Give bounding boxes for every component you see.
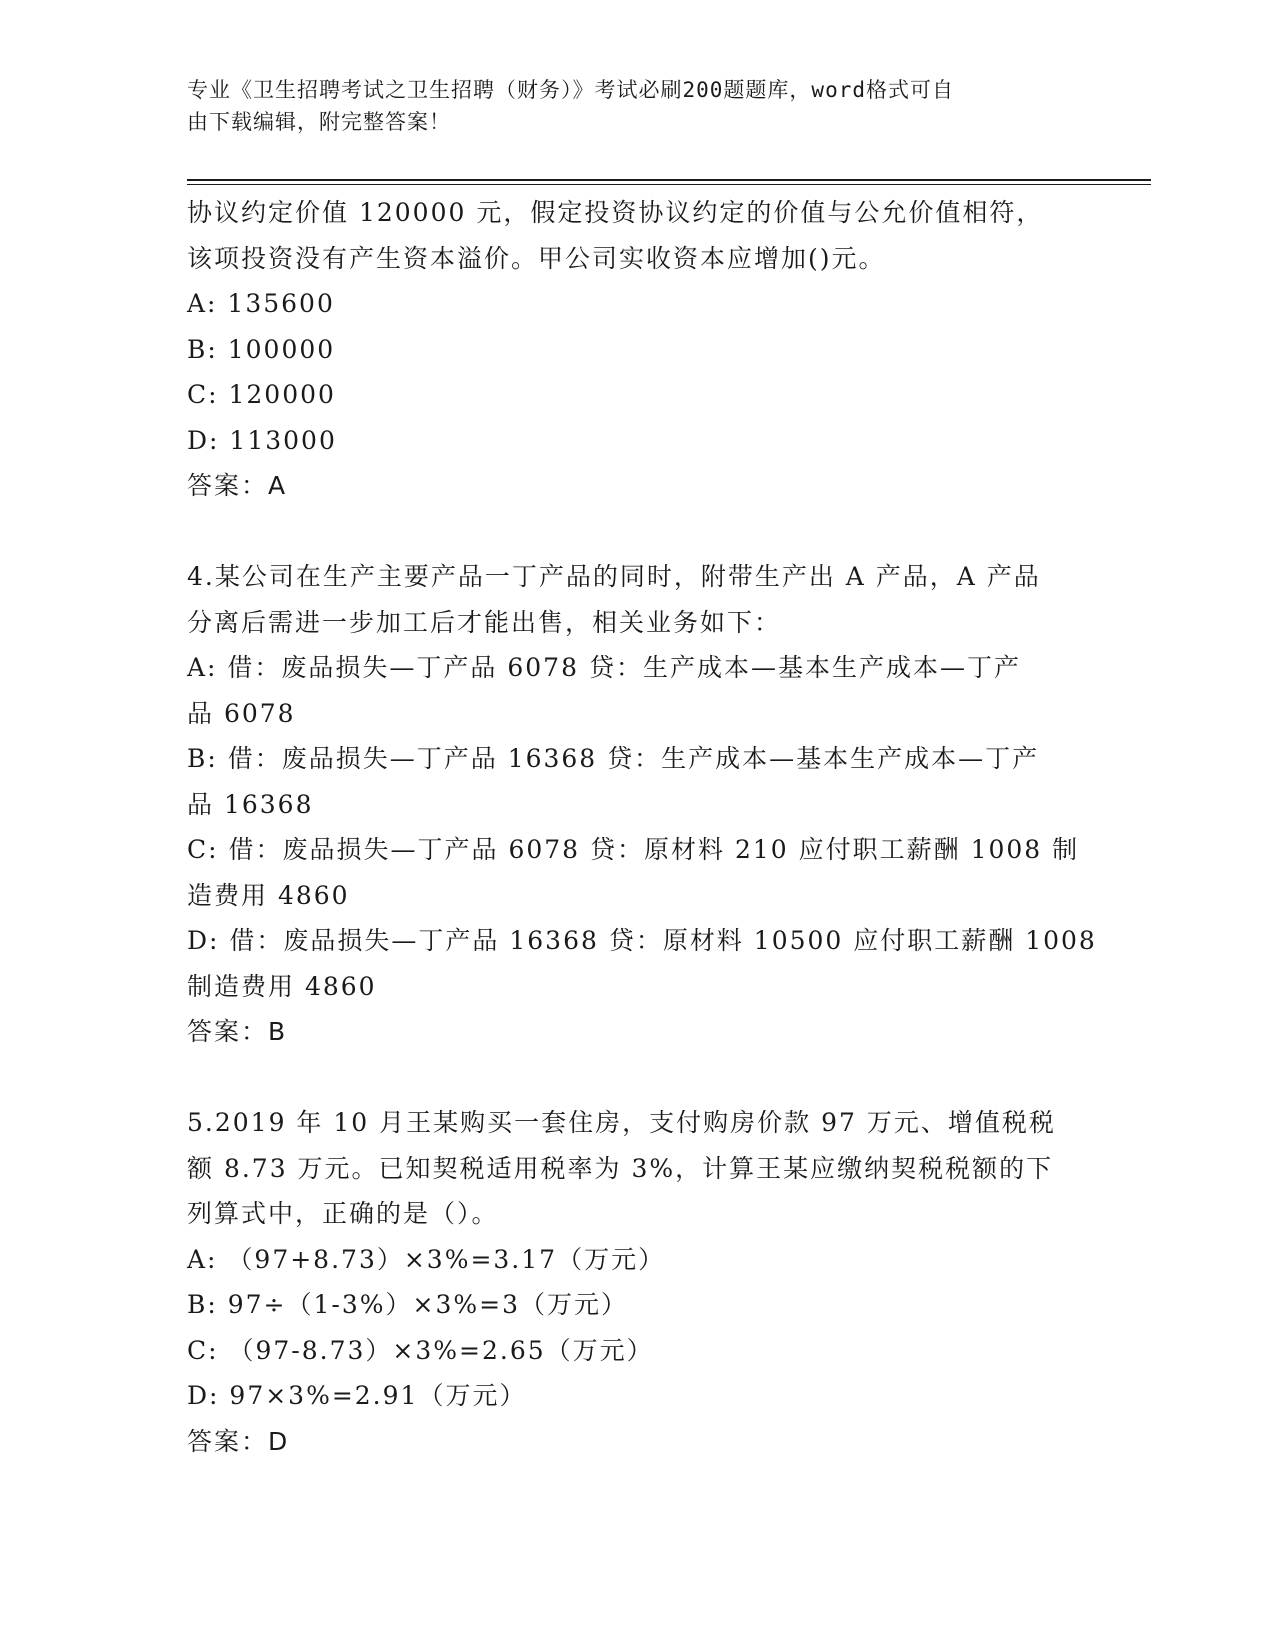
option-a: A: （97+8.73）×3%=3.17（万元） xyxy=(187,1244,666,1274)
option-d: D: 借：废品损失—丁产品 16368 贷：原材料 10500 应付职工薪酬 1008 xyxy=(187,926,1097,955)
header-line-1: 专业《卫生招聘考试之卫生招聘（财务）》考试必刷200题题库，word格式可自 xyxy=(187,78,954,102)
question-stem-line: 5.2019 年 10 月王某购买一套住房，支付购房价款 97 万元、增值税税 xyxy=(187,1108,1056,1137)
answer-label: 答案：D xyxy=(187,1426,290,1456)
document-body xyxy=(187,190,1097,1464)
document-header xyxy=(187,74,1067,138)
option-c: C: 借：废品损失—丁产品 6078 贷：原材料 210 应付职工薪酬 1008 制 xyxy=(187,835,1080,864)
option-d: D: 113000 xyxy=(187,425,337,455)
answer-label: 答案：B xyxy=(187,1017,288,1046)
option-c: C: 120000 xyxy=(187,380,336,409)
option-a: A: 借：废品损失—丁产品 6078 贷：生产成本—基本生产成本—丁产 xyxy=(187,653,1021,682)
option-b: B: 100000 xyxy=(187,334,336,364)
option-a-continued: 品 6078 xyxy=(187,698,296,728)
question-stem-line: 额 8.73 万元。已知契税适用税率为 3%，计算王某应缴纳契税税额的下 xyxy=(187,1153,1054,1183)
option-c: C: （97-8.73）×3%=2.65（万元） xyxy=(187,1335,654,1365)
header-divider-thin xyxy=(187,184,1151,185)
question-stem-line: 分离后需进一步加工后才能出售，相关业务如下： xyxy=(187,607,782,637)
option-d-continued: 制造费用 4860 xyxy=(187,971,377,1001)
option-b: B: 借：废品损失—丁产品 16368 贷：生产成本—基本生产成本—丁产 xyxy=(187,744,1040,773)
question-stem-line: 4.某公司在生产主要产品一丁产品的同时，附带生产出 A 产品，A 产品 xyxy=(187,562,1041,591)
question-5 xyxy=(187,1100,1077,1464)
question-stem-line: 该项投资没有产生资本溢价。甲公司实收资本应增加()元。 xyxy=(187,243,886,273)
question-3 xyxy=(187,190,1077,509)
question-stem-line: 协议约定价值 120000 元，假定投资协议约定的价值与公允价值相符， xyxy=(187,198,1044,227)
answer-label: 答案：A xyxy=(187,471,288,500)
option-b: B: 97÷（1-3%）×3%=3（万元） xyxy=(187,1290,628,1319)
spacer xyxy=(187,509,1077,555)
option-a: A: 135600 xyxy=(187,289,335,318)
header-line-2: 由下载编辑，附完整答案！ xyxy=(187,110,451,134)
option-b-continued: 品 16368 xyxy=(187,789,314,819)
question-stem-line: 列算式中，正确的是（）。 xyxy=(187,1199,499,1228)
header-divider-thick xyxy=(187,179,1151,181)
option-d: D: 97×3%=2.91（万元） xyxy=(187,1381,527,1410)
question-4 xyxy=(187,554,1097,1055)
option-c-continued: 造费用 4860 xyxy=(187,880,350,910)
spacer xyxy=(187,1055,1077,1101)
